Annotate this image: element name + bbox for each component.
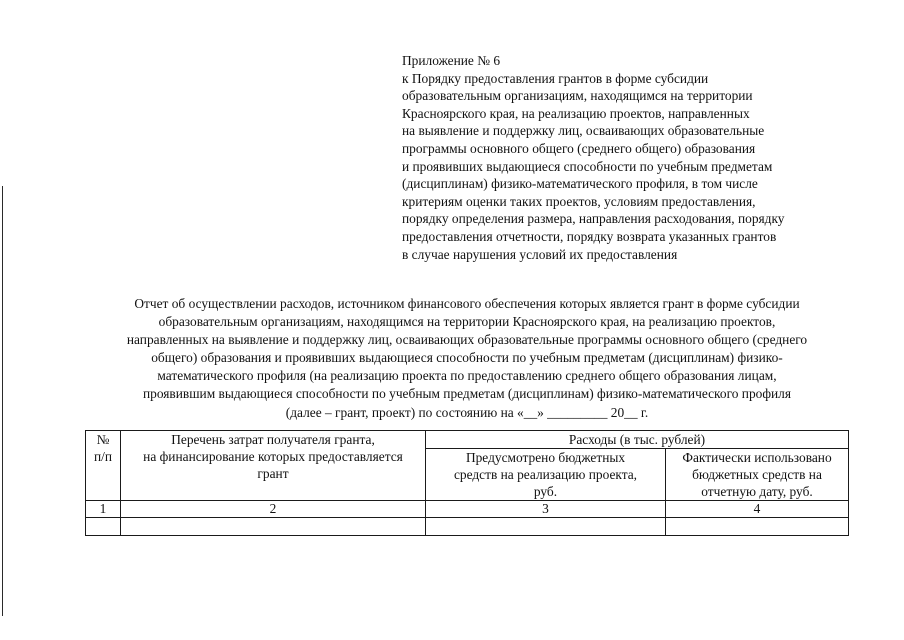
table-row — [86, 518, 849, 536]
report-title-line: общего) образования и проявивших выдающиеся способности по учебным предметам (дисциплинам) физико- — [151, 350, 783, 366]
empty-cell — [666, 518, 849, 536]
report-title-line: математического профиля (на реализацию проекта по предоставлению среднего общего образования лицам, — [157, 368, 777, 384]
appendix-line: к Порядку предоставления грантов в форме субсидии — [402, 70, 709, 86]
appendix-line: в случае нарушения условий их предоставления — [402, 246, 678, 262]
column-number-cell: 4 — [666, 501, 849, 518]
appendix-line: образовательным организациям, находящимся на территории — [402, 88, 753, 104]
appendix-line: Приложение № 6 — [402, 53, 501, 68]
header-text: Фактически использовано — [682, 450, 832, 465]
column-number-cell: 3 — [426, 501, 666, 518]
header-actual — [666, 449, 849, 501]
header-text: на финансирование которых предоставляется — [143, 449, 403, 464]
header-text: п/п — [93, 449, 113, 464]
appendix-line: и проявивших выдающиеся способности по учебным предметам — [402, 158, 773, 174]
table-header-row — [86, 431, 849, 449]
report-title-line: Отчет об осуществлении расходов, источником финансового обеспечения которых является грант в форме субсидии — [134, 296, 800, 311]
appendix-line: предоставления отчетности, порядку возврата указанных грантов — [402, 228, 777, 244]
header-text: Расходы (в тыс. рублей) — [568, 432, 706, 447]
header-cost-list — [121, 431, 426, 501]
report-title-line: проявившим выдающиеся способности по учебным предметам (дисциплинам) физико-математического профиля — [142, 386, 792, 402]
header-text: № — [96, 432, 110, 447]
table-numbering-row — [86, 501, 849, 518]
appendix-line: на выявление и поддержку лиц, осваивающих образовательные — [402, 123, 765, 139]
appendix-line: программы основного общего (среднего общего) образования — [402, 140, 756, 156]
column-number-cell: 1 — [86, 501, 121, 518]
report-title-line: направленных на выявление и поддержку лиц, осваивающих образовательные программы основного общего (среднего — [126, 332, 808, 348]
appendix-header — [402, 52, 872, 263]
header-planned — [426, 449, 666, 501]
empty-cell — [86, 518, 121, 536]
column-number-cell: 2 — [121, 501, 426, 518]
header-text: бюджетных средств на — [692, 467, 822, 482]
header-text: руб. — [533, 484, 558, 499]
header-text: Перечень затрат получателя гранта, — [171, 432, 375, 447]
header-text: грант — [257, 466, 289, 481]
report-title-line: (далее – грант, проект) по состоянию на «__» _________ 20__ г. — [285, 404, 649, 420]
empty-cell — [121, 518, 426, 536]
expenses-table — [85, 430, 849, 536]
header-text: отчетную дату, руб. — [701, 484, 813, 499]
appendix-line: порядку определения размера, направления расходования, порядку — [402, 211, 785, 227]
report-title-line: образовательным организациям, находящимся на территории Красноярского края, на реализацию проектов, — [158, 314, 776, 330]
report-title — [60, 295, 874, 422]
appendix-line: критериям оценки таких проектов, условиям предоставления, — [402, 193, 756, 209]
header-number — [86, 431, 121, 501]
header-text: Предусмотрено бюджетных — [465, 450, 626, 465]
appendix-line: Красноярского края, на реализацию проектов, направленных — [402, 105, 750, 121]
page-edge-line — [2, 186, 3, 616]
header-expenses — [426, 431, 849, 449]
header-text: средств на реализацию проекта, — [453, 467, 638, 482]
empty-cell — [426, 518, 666, 536]
appendix-line: (дисциплинам) физико-математического профиля, в том числе — [402, 176, 758, 192]
